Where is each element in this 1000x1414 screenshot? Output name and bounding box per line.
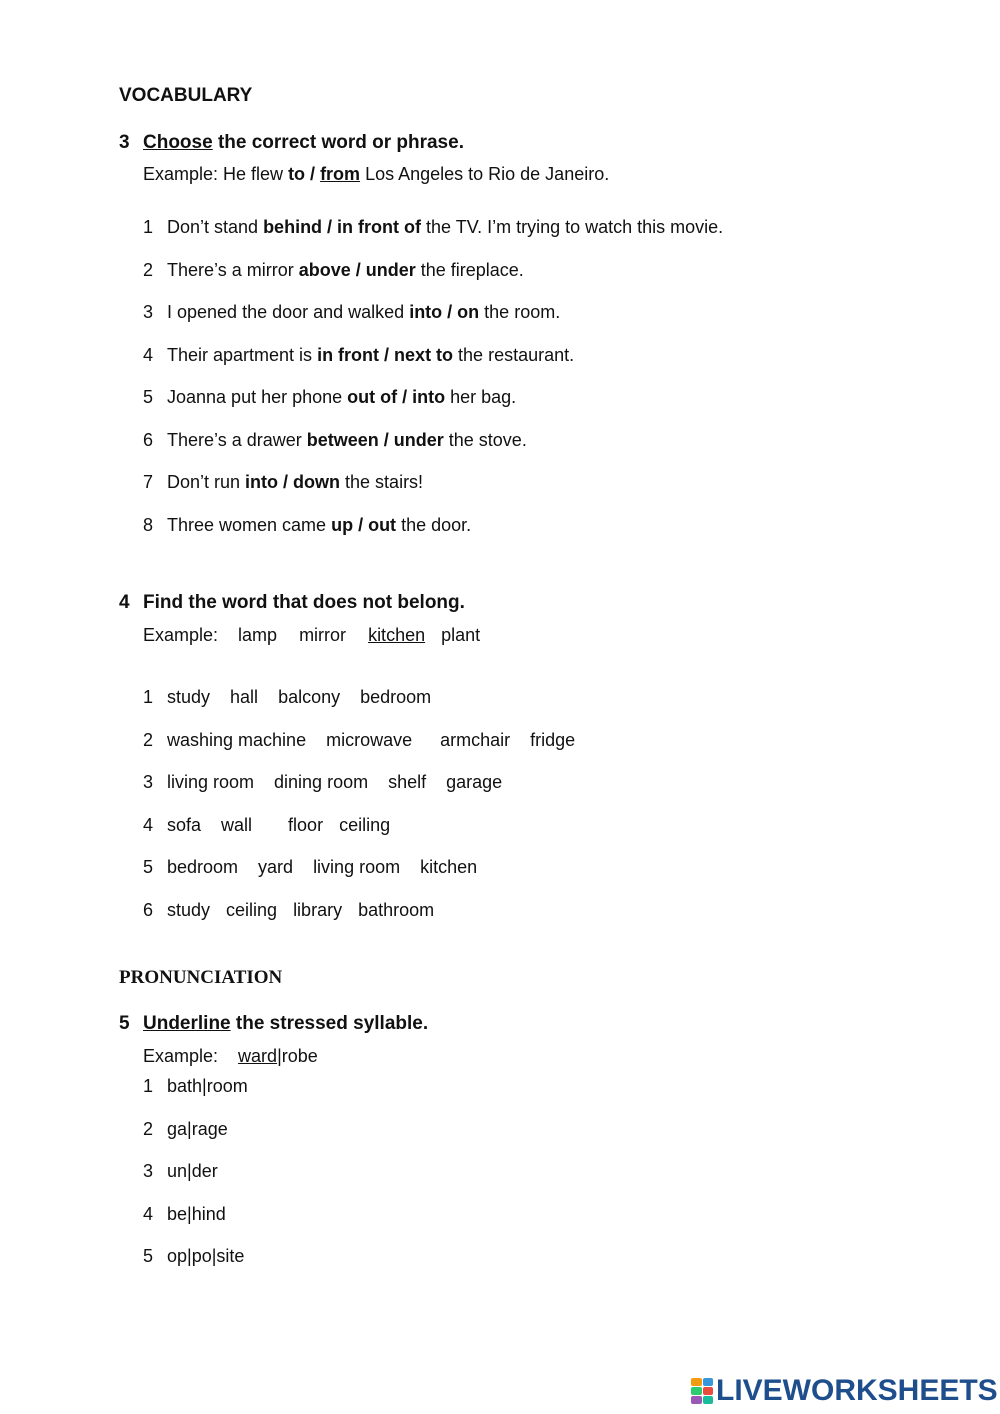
item-word: library [293, 900, 343, 920]
item-word: fridge [530, 730, 576, 750]
item-text: Their apartment is [167, 345, 318, 365]
item-text: Don’t run [167, 472, 246, 492]
item-choice: behind / in front of [263, 217, 422, 237]
task-number: 4 [119, 592, 130, 613]
item-word: dining room [274, 772, 369, 792]
task-5-title [119, 1013, 428, 1035]
list-item [143, 345, 574, 366]
task-4-title [119, 592, 465, 614]
item-text: the stove. [443, 430, 527, 450]
item-number: 1 [143, 217, 154, 237]
item-choice: into / down [245, 472, 341, 492]
example-stressed-syllable: ward [238, 1046, 278, 1066]
item-word: floor [288, 815, 324, 835]
item-text: I opened the door and walked [167, 302, 410, 322]
item-word: garage [446, 772, 503, 792]
item-word: ceiling [339, 815, 391, 835]
item-choice: up / out [331, 515, 397, 535]
item-choice: between / under [306, 430, 444, 450]
item-word: sofa [167, 815, 202, 835]
logo-square [691, 1387, 702, 1395]
example-text: Example: He flew [143, 164, 289, 184]
example-word: plant [441, 625, 481, 645]
item-word: un|der [167, 1161, 218, 1181]
item-word: microwave [326, 730, 413, 750]
item-number: 3 [143, 302, 154, 322]
list-item [143, 217, 723, 238]
task-title-rest: the correct word or phrase. [212, 132, 464, 153]
item-word: living room [313, 857, 401, 877]
item-word: kitchen [420, 857, 478, 877]
item-word: living room [167, 772, 255, 792]
item-text: the fireplace. [415, 260, 524, 280]
item-text: Joanna put her phone [167, 387, 348, 407]
item-number: 2 [143, 1119, 154, 1139]
task-number: 5 [119, 1013, 130, 1034]
list-item [143, 900, 434, 921]
item-word: study [167, 687, 211, 707]
item-number: 5 [143, 387, 154, 407]
task-3-example [143, 164, 609, 185]
item-word: armchair [440, 730, 511, 750]
logo-square [691, 1396, 702, 1404]
list-item [143, 815, 390, 836]
logo-square [703, 1396, 714, 1404]
section-heading-pronunciation: PRONUNCIATION [119, 967, 283, 988]
item-word: study [167, 900, 211, 920]
item-word: shelf [388, 772, 427, 792]
task-4-example [143, 625, 480, 646]
item-word: hall [230, 687, 259, 707]
item-number: 5 [143, 857, 154, 877]
item-word: ceiling [226, 900, 278, 920]
list-item [143, 472, 423, 493]
item-number: 6 [143, 430, 154, 450]
logo-square [703, 1387, 714, 1395]
item-text: There’s a drawer [167, 430, 307, 450]
item-number: 4 [143, 815, 154, 835]
item-word: bedroom [360, 687, 432, 707]
item-text: the TV. I’m trying to watch this movie. [421, 217, 724, 237]
logo-text: LIVEWORKSHEETS [716, 1374, 998, 1407]
list-item [143, 687, 431, 708]
logo-square [703, 1378, 714, 1386]
example-option: to / [288, 164, 321, 184]
item-choice: into / on [409, 302, 480, 322]
item-word: be|hind [167, 1204, 226, 1224]
list-item [143, 260, 524, 281]
list-item [143, 730, 575, 751]
example-label: Example: [143, 1046, 219, 1066]
task-title-text: Find the word that does not belong. [143, 592, 465, 613]
list-item [143, 515, 471, 536]
section-heading-vocabulary: VOCABULARY [119, 85, 253, 106]
item-text: Don’t stand [167, 217, 264, 237]
list-item [143, 1161, 218, 1182]
item-choice: in front / next to [317, 345, 454, 365]
item-text: the restaurant. [453, 345, 575, 365]
item-word: washing machine [167, 730, 307, 750]
item-number: 2 [143, 260, 154, 280]
item-number: 3 [143, 1161, 154, 1181]
item-number: 6 [143, 900, 154, 920]
task-title-rest: the stressed syllable. [230, 1013, 429, 1034]
logo-square [691, 1378, 702, 1386]
example-word: lamp [238, 625, 278, 645]
item-number: 1 [143, 1076, 154, 1096]
item-word: bath|room [167, 1076, 248, 1096]
list-item [143, 430, 527, 451]
list-item [143, 857, 477, 878]
list-item [143, 1246, 244, 1267]
item-word: op|po|site [167, 1246, 245, 1266]
item-number: 7 [143, 472, 154, 492]
item-number: 4 [143, 345, 154, 365]
list-item [143, 387, 516, 408]
item-text: the stairs! [340, 472, 424, 492]
list-item [143, 1119, 228, 1140]
item-choice: out of / into [347, 387, 446, 407]
item-word: bedroom [167, 857, 239, 877]
list-item [143, 1076, 248, 1097]
task-number: 3 [119, 132, 130, 153]
example-answer: from [320, 164, 361, 184]
item-text: the room. [479, 302, 561, 322]
item-text: There’s a mirror [167, 260, 299, 280]
task-title-underlined: Choose [143, 132, 213, 153]
item-word: yard [258, 857, 294, 877]
item-word: ga|rage [167, 1119, 228, 1139]
item-word: balcony [278, 687, 341, 707]
item-word: bathroom [358, 900, 435, 920]
item-text: the door. [396, 515, 472, 535]
item-text: Three women came [167, 515, 332, 535]
item-number: 5 [143, 1246, 154, 1266]
example-label: Example: [143, 625, 219, 645]
example-word-rest: |robe [277, 1046, 318, 1066]
task-5-example [143, 1046, 318, 1067]
item-choice: above / under [298, 260, 416, 280]
task-title-underlined: Underline [143, 1013, 231, 1034]
list-item [143, 302, 560, 323]
task-3-title [119, 132, 464, 154]
item-number: 1 [143, 687, 154, 707]
item-number: 8 [143, 515, 154, 535]
item-text: her bag. [445, 387, 517, 407]
logo-icon [691, 1378, 713, 1404]
item-word: wall [221, 815, 253, 835]
list-item [143, 772, 502, 793]
example-text: Los Angeles to Rio de Janeiro. [360, 164, 610, 184]
item-number: 2 [143, 730, 154, 750]
item-number: 3 [143, 772, 154, 792]
liveworksheets-logo [691, 1374, 998, 1408]
example-answer: kitchen [368, 625, 426, 645]
example-word: mirror [299, 625, 347, 645]
item-number: 4 [143, 1204, 154, 1224]
list-item [143, 1204, 226, 1225]
